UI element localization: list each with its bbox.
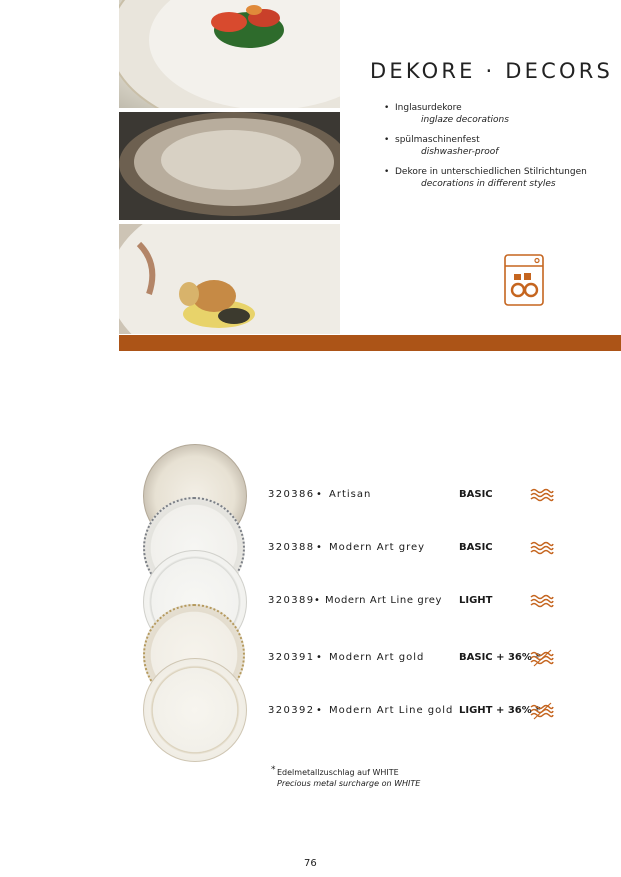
dishwasher-safe-icon <box>504 254 544 306</box>
wave-crossed-icon <box>530 702 554 720</box>
feature-de: • Inglasurdekore <box>384 102 614 114</box>
feature-item <box>384 102 614 126</box>
product-name: Modern Art grey <box>329 542 426 553</box>
product-row <box>268 595 568 609</box>
product-separator: • <box>316 652 322 663</box>
product-code: 320391 <box>268 652 315 663</box>
product-code: 320386 <box>268 489 315 500</box>
wave-basic-icon <box>530 486 554 504</box>
product-quality: BASIC + 36% * <box>459 652 541 663</box>
feature-en: decorations in different styles <box>421 179 556 189</box>
feature-item <box>384 134 614 158</box>
footnote-de: Edelmetallzuschlag auf WHITE <box>277 768 399 777</box>
product-separator: • <box>314 595 320 606</box>
product-row <box>268 705 568 719</box>
product-row <box>268 489 568 503</box>
photo-lobster-plate <box>119 0 340 108</box>
product-separator: • <box>316 542 322 553</box>
accent-band <box>119 335 621 351</box>
product-name: Modern Art Line gold <box>329 705 454 716</box>
product-name: Artisan <box>329 489 372 500</box>
product-quality: LIGHT + 36% * <box>459 705 541 716</box>
page-title: DEKORE · DECORS <box>370 59 614 83</box>
feature-en: dishwasher-proof <box>421 147 499 157</box>
product-separator: • <box>316 489 322 500</box>
wave-basic-icon <box>530 592 554 610</box>
product-quality: BASIC <box>459 489 493 500</box>
product-code: 320392 <box>268 705 315 716</box>
feature-de: • Dekore in unterschiedlichen Stilrichtungen <box>384 166 614 178</box>
product-row <box>268 542 568 556</box>
product-separator: • <box>316 705 322 716</box>
product-code: 320389 <box>268 595 315 606</box>
page-number: 76 <box>304 858 317 869</box>
feature-item <box>384 166 614 190</box>
product-row <box>268 652 568 666</box>
feature-de: • spülmaschinenfest <box>384 134 614 146</box>
feature-list <box>384 102 614 198</box>
product-code: 320388 <box>268 542 315 553</box>
wave-basic-icon <box>530 539 554 557</box>
product-quality: BASIC <box>459 542 493 553</box>
product-quality: LIGHT <box>459 595 493 606</box>
photo-fish-plate <box>119 224 340 334</box>
wave-crossed-icon <box>530 649 554 667</box>
footnote <box>271 767 420 789</box>
footnote-star: * <box>271 765 276 775</box>
plate-modern-art-line-gold <box>143 658 247 762</box>
photo-artisan-bowl <box>119 112 340 220</box>
footnote-en: Precious metal surcharge on WHITE <box>277 779 421 788</box>
product-name: Modern Art gold <box>329 652 425 663</box>
product-name: Modern Art Line grey <box>325 595 443 606</box>
feature-en: inglaze decorations <box>421 115 509 125</box>
